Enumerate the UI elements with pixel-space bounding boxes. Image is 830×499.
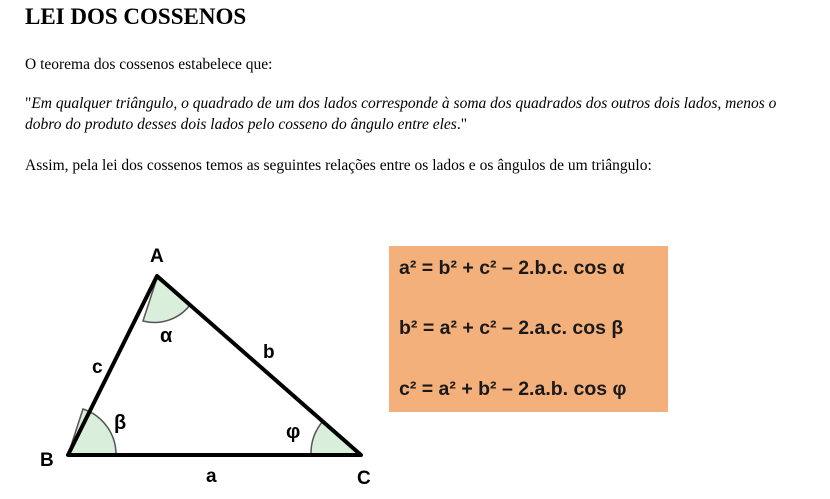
page-title: LEI DOS COSSENOS xyxy=(25,4,247,29)
formula-a: a² = b² + c² – 2.b.c. cos α xyxy=(399,257,625,279)
quote-open: " xyxy=(25,95,32,112)
relations-intro: Assim, pela lei dos cossenos temos as seguintes relações entre os lados e os ângulos de um triângulo: xyxy=(25,157,652,174)
vertex-b-label: B xyxy=(40,450,54,471)
angle-beta-arc xyxy=(68,409,116,455)
side-a-label: a xyxy=(206,466,217,487)
quote-text: Em qualquer triângulo, o quadrado de um dos lados corresponde à soma dos quadrados dos outros dois lados, menos o dobro do produto desses dois lados pelo cosseno do ângulo entre eles xyxy=(25,95,777,133)
vertex-a-label: A xyxy=(150,246,164,267)
angle-alpha-label: α xyxy=(160,325,173,347)
side-c-label: c xyxy=(92,357,103,378)
vertex-c-label: C xyxy=(357,468,371,489)
formula-c: c² = a² + b² – 2.a.b. cos φ xyxy=(399,378,627,400)
quote-close: ." xyxy=(456,116,468,133)
angle-beta-label: β xyxy=(114,412,127,434)
formula-box xyxy=(389,246,668,412)
side-b-label: b xyxy=(263,342,275,363)
intro-text: O teorema dos cossenos estabelece que: xyxy=(25,56,273,73)
angle-phi-label: φ xyxy=(286,421,301,443)
formula-b: b² = a² + c² – 2.a.c. cos β xyxy=(399,317,624,339)
